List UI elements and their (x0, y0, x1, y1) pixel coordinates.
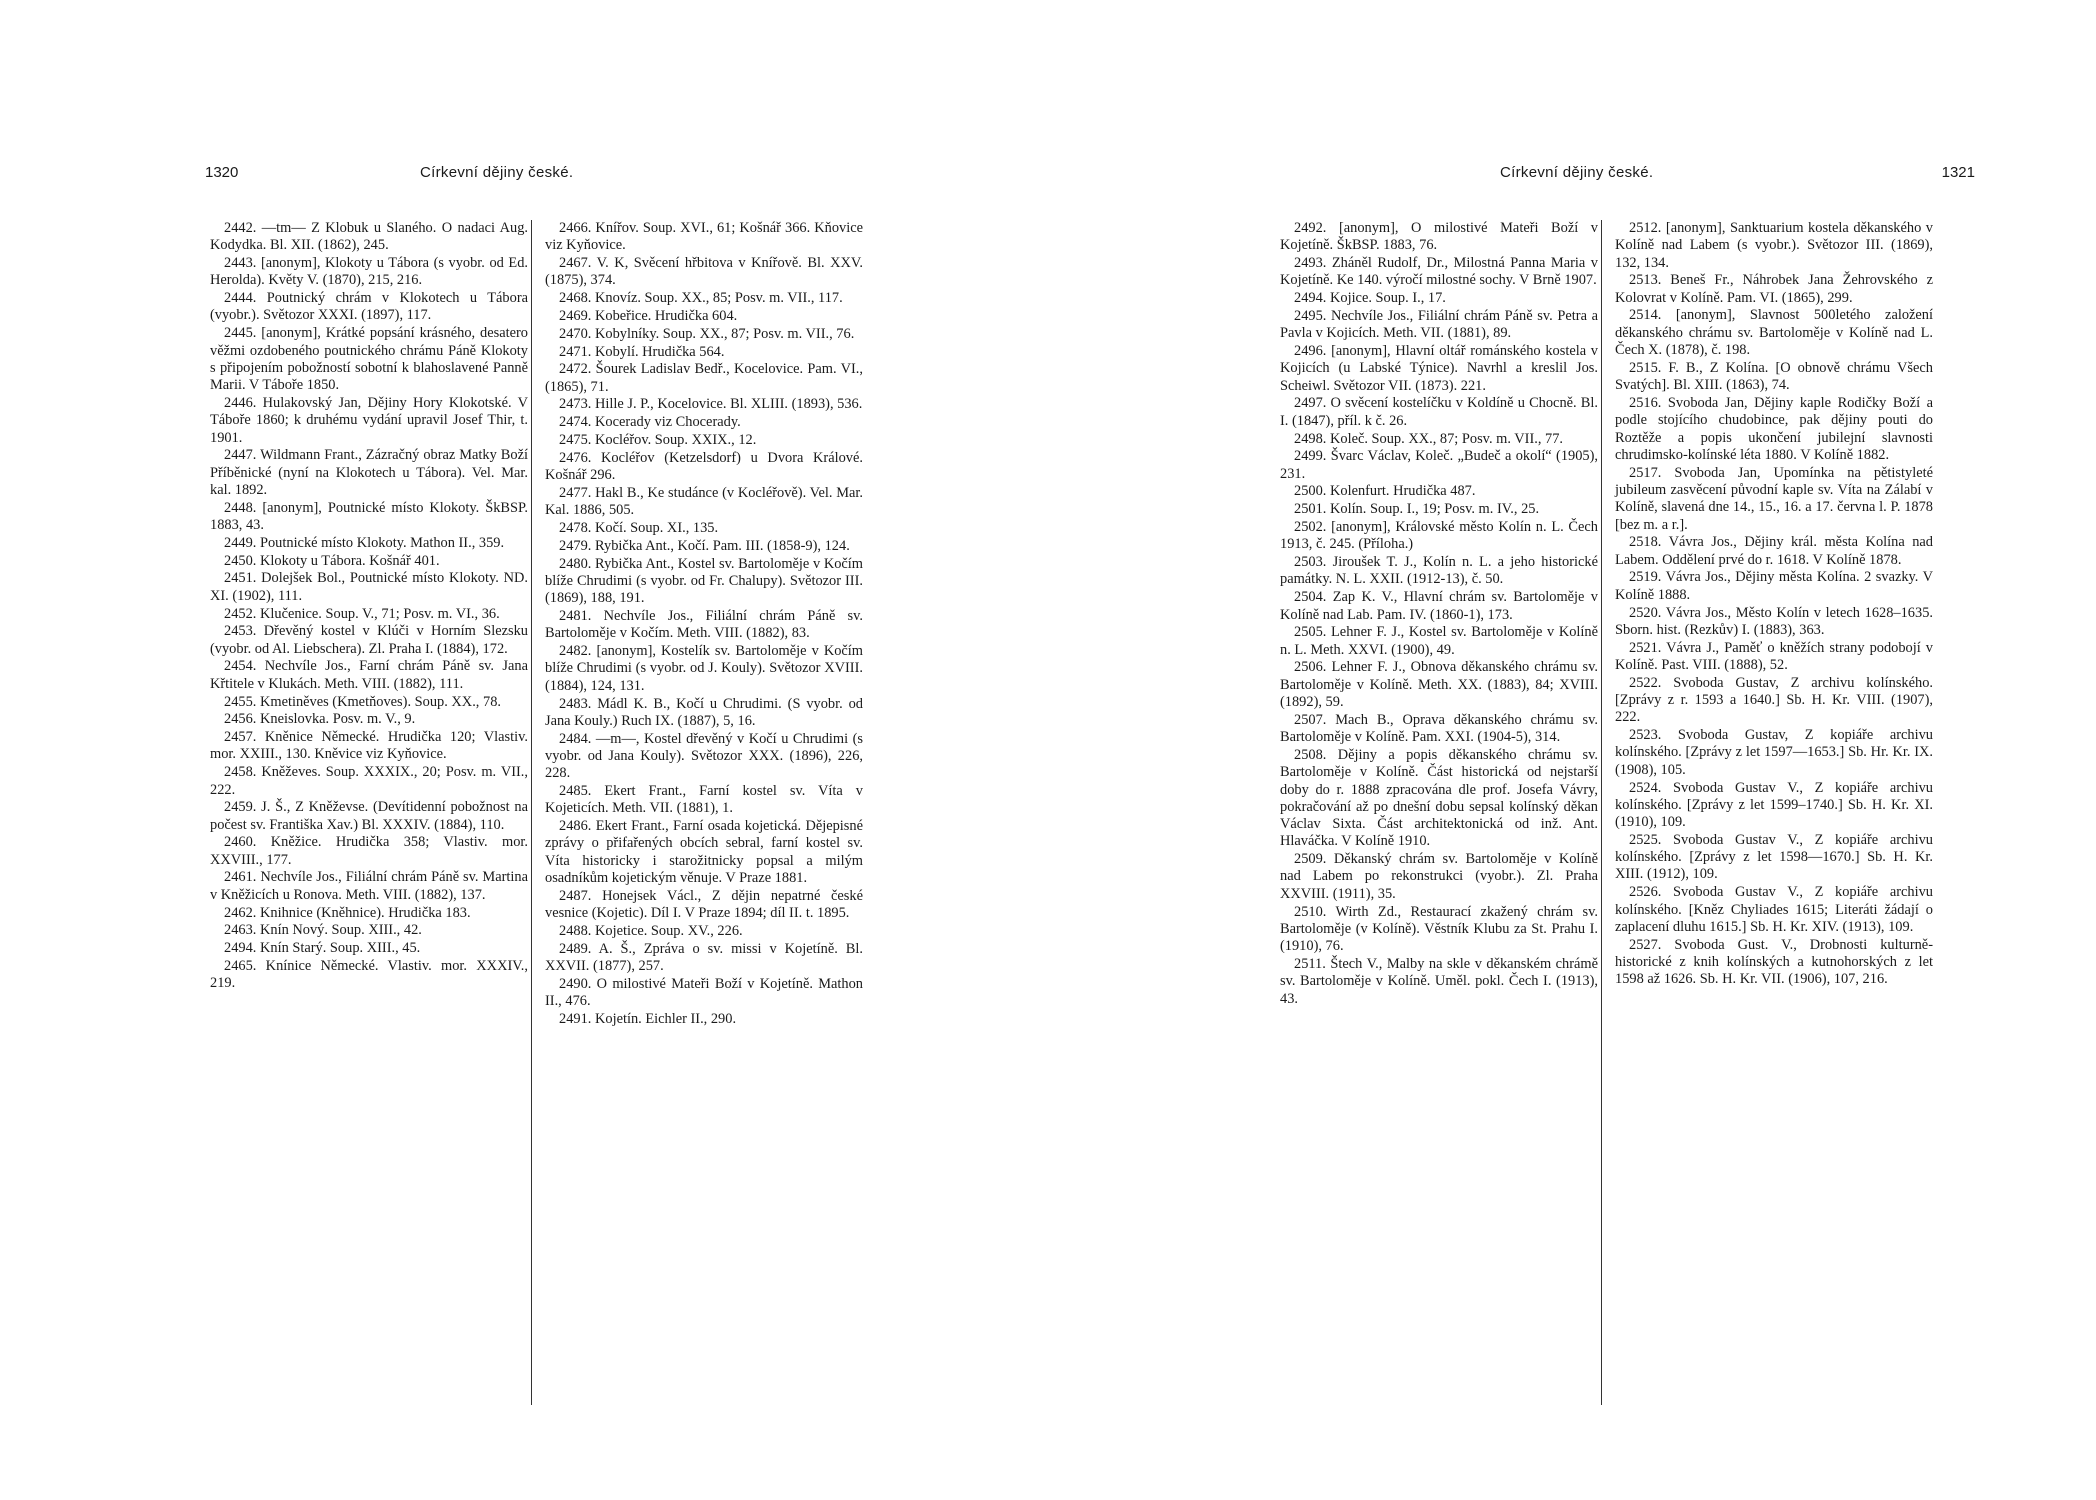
bibliography-entry: 2455. Kmetiněves (Kmetňoves). Soup. XX., 78. (224, 693, 501, 710)
bibliography-entry: 2509. Děkanský chrám sv. Bartoloměje v Kolíně nad Labem po rekonstrukci (vyobr.). Zl. Praha XXVIII. (1911), 35. (1280, 851, 1598, 902)
bibliography-entry: 2502. [anonym], Královské město Kolín n. L. Čech 1913, č. 245. (Příloha.) (1280, 519, 1598, 553)
bibliography-entry: 2507. Mach B., Oprava děkanského chrámu sv. Bartoloměje v Kolíně. Pam. XXI. (1904-5), 314. (1280, 711, 1598, 746)
bibliography-entry: 2521. Vávra J., Paměť o kněžích strany podobojí v Kolíně. Past. VIII. (1888), 52. (1615, 639, 1933, 673)
bibliography-entry: 2467. V. K, Svěcení hřbitova v Knířově. Bl. XXV. (1875), 374. (545, 255, 863, 289)
bibliography-entry: 2456. Kneislovka. Posv. m. V., 9. (224, 711, 416, 728)
bibliography-entry: 2447. Wildmann Frant., Zázračný obraz Matky Boží Příběnické (nyní na Klokotech u Tábora). Vel. Mar. kal. 1892. (210, 447, 528, 498)
bibliography-entry: 2480. Rybička Ant., Kostel sv. Bartoloměje v Kočím blíže Chrudimi (s vyobr. od Fr. Chalupy). Světozor III. (1869), 188, 191. (545, 555, 863, 607)
column-divider (531, 220, 532, 1405)
bibliography-entry: 2512. [anonym], Sanktuarium kostela děkanského v Kolíně nad Labem (s vyobr.). Světozor III. (1869), 132, 134. (1615, 220, 1933, 271)
bibliography-entry: 2483. Mádl K. B., Kočí u Chrudimi. (S vyobr. od Jana Kouly.) Ruch IX. (1887), 5, 16. (545, 695, 863, 729)
bibliography-entry: 2449. Poutnické místo Klokoty. Mathon II., 359. (224, 534, 505, 551)
bibliography-entry: 2472. Šourek Ladislav Bedř., Kocelovice. Pam. VI., (1865), 71. (545, 361, 863, 395)
bibliography-entry: 2520. Vávra Jos., Město Kolín v letech 1628–1635. Sborn. hist. (Rezkův) I. (1883), 363. (1615, 604, 1933, 638)
bibliography-entry: 2516. Svoboda Jan, Dějiny kaple Rodičky Boží a podle stojícího chudobince, pak dějiny pouti do Roztěže a popis ukončení jubilejní slavnosti chrudimsko-kolínské léta 1880. V Kolíně 1882. (1615, 394, 1933, 463)
bibliography-entry: 2490. O milostivé Mateři Boží v Kojetíně. Mathon II., 476. (545, 975, 863, 1010)
bibliography-entry: 2513. Beneš Fr., Náhrobek Jana Žehrovského z Kolovrat v Kolíně. Pam. VI. (1865), 299. (1615, 272, 1933, 306)
bibliography-entry: 2482. [anonym], Kostelík sv. Bartoloměje v Kočím blíže Chrudimi (s vyobr. od J. Kouly). Světozor XVIII. (1884), 124, 131. (545, 643, 863, 694)
bibliography-entry: 2477. Hakl B., Ke studánce (v Kocléřově). Vel. Mar. Kal. 1886, 505. (545, 484, 863, 519)
bibliography-entry: 2461. Nechvíle Jos., Filiální chrám Páně sv. Martina v Kněžicích u Ronova. Meth. VIII. (1882), 137. (210, 869, 528, 903)
bibliography-entry: 2463. Knín Nový. Soup. XIII., 42. (224, 922, 422, 939)
bibliography-entry: 2500. Kolenfurt. Hrudička 487. (1294, 483, 1476, 500)
bibliography-entry: 2508. Dějiny a popis děkanského chrámu sv. Bartoloměje v Kolíně. Část historická od nejstarší doby do r. 1888 zpracována dle prof. Josefa Vávry, pokračování až po dnešní dobu sepsal kolínský děkan Václav Sixta. Část architektonická od inž. Ant. Hlaváčka. V Kolíně 1910. (1280, 746, 1598, 850)
bibliography-entry: 2488. Kojetice. Soup. XV., 226. (559, 922, 743, 939)
bibliography-entry: 2527. Svoboda Gust. V., Drobnosti kulturně-historické z knih kolínských a kutnohorských z let 1598 až 1626. Sb. H. Kr. VII. (1906), 107, 216. (1615, 936, 1933, 988)
bibliography-entry: 2524. Svoboda Gustav V., Z kopiáře archivu kolínského. [Zprávy z let 1599–1740.] Sb. H. Kr. XI. (1910), 109. (1615, 779, 1933, 831)
bibliography-entry: 2503. Jiroušek T. J., Kolín n. L. a jeho historické památky. N. L. XXII. (1912-13), č. 50. (1280, 554, 1598, 588)
bibliography-entry: 2470. Kobylníky. Soup. XX., 87; Posv. m. VII., 76. (559, 325, 855, 342)
bibliography-entry: 2442. —tm— Z Klobuk u Slaného. O nadaci Aug. Kodydka. Bl. XII. (1862), 245. (210, 220, 528, 254)
bibliography-entry: 2487. Honejsek Václ., Z dějin nepatrné české vesnice (Kojetic). Díl I. V Praze 1894; díl II. t. 1895. (545, 887, 863, 922)
bibliography-entry: 2522. Svoboda Gustav, Z archivu kolínského. [Zprávy z r. 1593 a 1640.] Sb. H. Kr. VIII. (1907), 222. (1615, 674, 1933, 726)
bibliography-entry: 2505. Lehner F. J., Kostel sv. Bartoloměje v Kolíně n. L. Meth. XXVI. (1900), 49. (1280, 624, 1598, 658)
bibliography-entry: 2525. Svoboda Gustav V., Z kopiáře archivu kolínského. [Zprávy z let 1598—1670.] Sb. H. Kr. XIII. (1912), 109. (1615, 831, 1933, 883)
right-running-head (1275, 160, 1975, 186)
bibliography-entry: 2478. Kočí. Soup. XI., 135. (559, 520, 719, 537)
bibliography-entry: 2526. Svoboda Gustav V., Z kopiáře archivu kolínského. [Kněz Chyliades 1615; Literáti žádají o zaplacení dluhu 1615.] Sb. H. Kr. XIV. (1913), 109. (1615, 884, 1933, 935)
left-running-head (205, 160, 905, 186)
bibliography-entry: 2501. Kolín. Soup. I., 19; Posv. m. IV., 25. (1294, 501, 1540, 518)
bibliography-entry: 2481. Nechvíle Jos., Filiální chrám Páně sv. Bartoloměje v Kočím. Meth. VIII. (1882), 83. (545, 608, 863, 642)
bibliography-entry: 2493. Zháněl Rudolf, Dr., Milostná Panna Maria v Kojetíně. Ke 140. výročí milostné sochy. V Brně 1907. (1280, 255, 1598, 289)
bibliography-entry: 2485. Ekert Frant., Farní kostel sv. Víta v Kojeticích. Meth. VII. (1881), 1. (545, 783, 863, 817)
bibliography-entry: 2462. Knihnice (Kněhnice). Hrudička 183. (224, 904, 471, 921)
right-column-2 (1615, 220, 1933, 989)
bibliography-entry: 2473. Hille J. P., Kocelovice. Bl. XLIII. (1893), 536. (559, 396, 863, 413)
bibliography-entry: 2497. O svěcení kostelíčku v Koldíně u Chocně. Bl. I. (1847), příl. k č. 26. (1280, 395, 1598, 429)
bibliography-entry: 2448. [anonym], Poutnické místo Klokoty. ŠkBSP. 1883, 43. (210, 499, 528, 534)
left-page-number: 1320 (205, 164, 239, 181)
bibliography-entry: 2499. Švarc Václav, Koleč. „Budeč a okolí“ (1905), 231. (1280, 448, 1598, 482)
bibliography-entry: 2459. J. Š., Z Kněževse. (Devítidenní pobožnost na počest sv. Františka Xav.) Bl. XXXIV. (1884), 110. (210, 799, 528, 833)
bibliography-entry: 2474. Kocerady viz Chocerady. (559, 414, 741, 431)
bibliography-entry: 2471. Kobylí. Hrudička 564. (559, 343, 725, 360)
bibliography-entry: 2498. Koleč. Soup. XX., 87; Posv. m. VII., 77. (1294, 430, 1564, 447)
bibliography-entry: 2504. Zap K. V., Hlavní chrám sv. Bartoloměje v Kolíně nad Lab. Pam. IV. (1860-1), 173. (1280, 589, 1598, 623)
bibliography-entry: 2468. Knovíz. Soup. XX., 85; Posv. m. VII., 117. (559, 290, 843, 307)
bibliography-entry: 2451. Dolejšek Bol., Poutnické místo Klokoty. ND. XI. (1902), 111. (210, 570, 528, 604)
bibliography-entry: 2476. Kocléřov (Ketzelsdorf) u Dvora Králové. Košnář 296. (545, 449, 863, 484)
bibliography-entry: 2489. A. Š., Zpráva o sv. missi v Kojetíně. Bl. XXVII. (1877), 257. (545, 940, 863, 974)
bibliography-entry: 2511. Štech V., Malby na skle v děkanském chrámě sv. Bartoloměje v Kolíně. Uměl. pokl. Čech I. (1913), 43. (1280, 955, 1598, 1007)
bibliography-entry: 2484. —m—, Kostel dřevěný v Kočí u Chrudimi (s vyobr. od Jana Kouly). Světozor XXX. (1896), 226, 228. (545, 730, 863, 782)
bibliography-entry: 2514. [anonym], Slavnost 500letého založení děkanského chrámu sv. Bartoloměje v Kolíně nad L. Čech X. (1878), č. 198. (1615, 307, 1933, 359)
bibliography-entry: 2496. [anonym], Hlavní oltář románského kostela v Kojicích (u Labské Týnice). Navrhl a kreslil Jos. Scheiwl. Světozor VII. (1873). 221. (1280, 343, 1598, 394)
bibliography-entry: 2453. Dřevěný kostel v Klúči v Horním Slezsku (vyobr. od Al. Liebschera). Zl. Praha I. (1884), 172. (210, 623, 528, 657)
bibliography-entry: 2454. Nechvíle Jos., Farní chrám Páně sv. Jana Křtitele v Klukách. Meth. VIII. (1882), 111. (210, 658, 528, 692)
bibliography-entry: 2495. Nechvíle Jos., Filiální chrám Páně sv. Petra a Pavla v Kojicích. Meth. VII. (1881), 89. (1280, 307, 1598, 342)
bibliography-entry: 2515. F. B., Z Kolína. [O obnově chrámu Všech Svatých]. Bl. XIII. (1863), 74. (1615, 359, 1933, 394)
bibliography-entry: 2494. Knín Starý. Soup. XIII., 45. (224, 940, 421, 957)
bibliography-entry: 2460. Kněžice. Hrudička 358; Vlastiv. mor. XXVIII., 177. (210, 834, 528, 868)
bibliography-entry: 2452. Klučenice. Soup. V., 71; Posv. m. VI., 36. (224, 605, 500, 622)
bibliography-entry: 2458. Kněževes. Soup. XXXIX., 20; Posv. m. VII., 222. (210, 764, 528, 798)
left-running-title: Církevní dějiny české. (420, 164, 574, 181)
right-running-title: Církevní dějiny české. (1500, 164, 1654, 181)
bibliography-entry: 2450. Klokoty u Tábora. Košnář 401. (224, 552, 440, 569)
bibliography-entry: 2506. Lehner F. J., Obnova děkanského chrámu sv. Bartoloměje v Kolíně. Meth. XX. (1883), 84; XVIII. (1892), 59. (1280, 659, 1598, 711)
bibliography-entry: 2519. Vávra Jos., Dějiny města Kolína. 2 svazky. V Kolíně 1888. (1615, 569, 1933, 603)
bibliography-entry: 2486. Ekert Frant., Farní osada kojetická. Dějepisné zprávy o přifařených obcích sebral, farní kostel sv. Víta historicky i starožitnicky popsal a milým osadníkům kojetickým věnuje. V Praze 1881. (545, 818, 863, 886)
bibliography-entry: 2491. Kojetín. Eichler II., 290. (559, 1010, 737, 1027)
left-column-1 (210, 220, 528, 993)
bibliography-entry: 2475. Kocléřov. Soup. XXIX., 12. (559, 432, 757, 449)
bibliography-entry: 2517. Svoboda Jan, Upomínka na pětistyleté jubileum zasvěcení původní kaple sv. Víta na Zálabí v Kolíně, slavená dne 14., 15., 16. a 17. června l. P. 1878 [bez m. a r.]. (1615, 464, 1933, 533)
left-column-2 (545, 220, 863, 1029)
bibliography-entry: 2479. Rybička Ant., Kočí. Pam. III. (1858-9), 124. (559, 537, 850, 554)
bibliography-entry: 2465. Knínice Německé. Vlastiv. mor. XXXIV., 219. (210, 957, 528, 992)
bibliography-entry: 2444. Poutnický chrám v Klokotech u Tábora (vyobr.). Světozor XXXI. (1897), 117. (210, 290, 528, 324)
bibliography-entry: 2466. Knířov. Soup. XVI., 61; Košnář 366. Kňovice viz Kyňovice. (545, 220, 863, 254)
bibliography-entry: 2510. Wirth Zd., Restaurací zkažený chrám sv. Bartoloměje (v Kolíně). Věstník Klubu za St. Prahu I. (1910), 76. (1280, 903, 1598, 955)
bibliography-entry: 2523. Svoboda Gustav, Z kopiáře archivu kolínského. [Zprávy z let 1597—1653.] Sb. Hr. Kr. IX. (1908), 105. (1615, 727, 1933, 778)
bibliography-entry: 2469. Kobeřice. Hrudička 604. (559, 307, 738, 324)
left-page (205, 160, 905, 1410)
bibliography-entry: 2446. Hulakovský Jan, Dějiny Hory Klokotské. V Táboře 1860; k druhému vydání upravil Josef Thir, t. 1901. (210, 394, 528, 446)
right-page-number: 1321 (1941, 164, 1975, 181)
bibliography-entry: 2518. Vávra Jos., Dějiny král. města Kolína nad Labem. Oddělení prvé do r. 1618. V Kolíně 1878. (1615, 534, 1933, 568)
bibliography-entry: 2492. [anonym], O milostivé Mateři Boží v Kojetíně. ŠkBSP. 1883, 76. (1280, 220, 1598, 254)
column-divider (1601, 220, 1602, 1405)
bibliography-entry: 2494. Kojice. Soup. I., 17. (1294, 290, 1446, 307)
bibliography-entry: 2457. Kněnice Německé. Hrudička 120; Vlastiv. mor. XXIII., 130. Kněvice viz Kyňovice. (210, 729, 528, 763)
right-column-1 (1280, 220, 1598, 1008)
bibliography-entry: 2445. [anonym], Krátké popsání krásného, desatero věžmi ozdobeného poutnického chrámu Páně Klokoty s připojením pobožností sobotní k blahoslavené Panně Marii. V Táboře 1850. (210, 325, 528, 394)
bibliography-entry: 2443. [anonym], Klokoty u Tábora (s vyobr. od Ed. Herolda). Květy V. (1870), 215, 216. (210, 255, 528, 289)
right-page (1275, 160, 1975, 1410)
